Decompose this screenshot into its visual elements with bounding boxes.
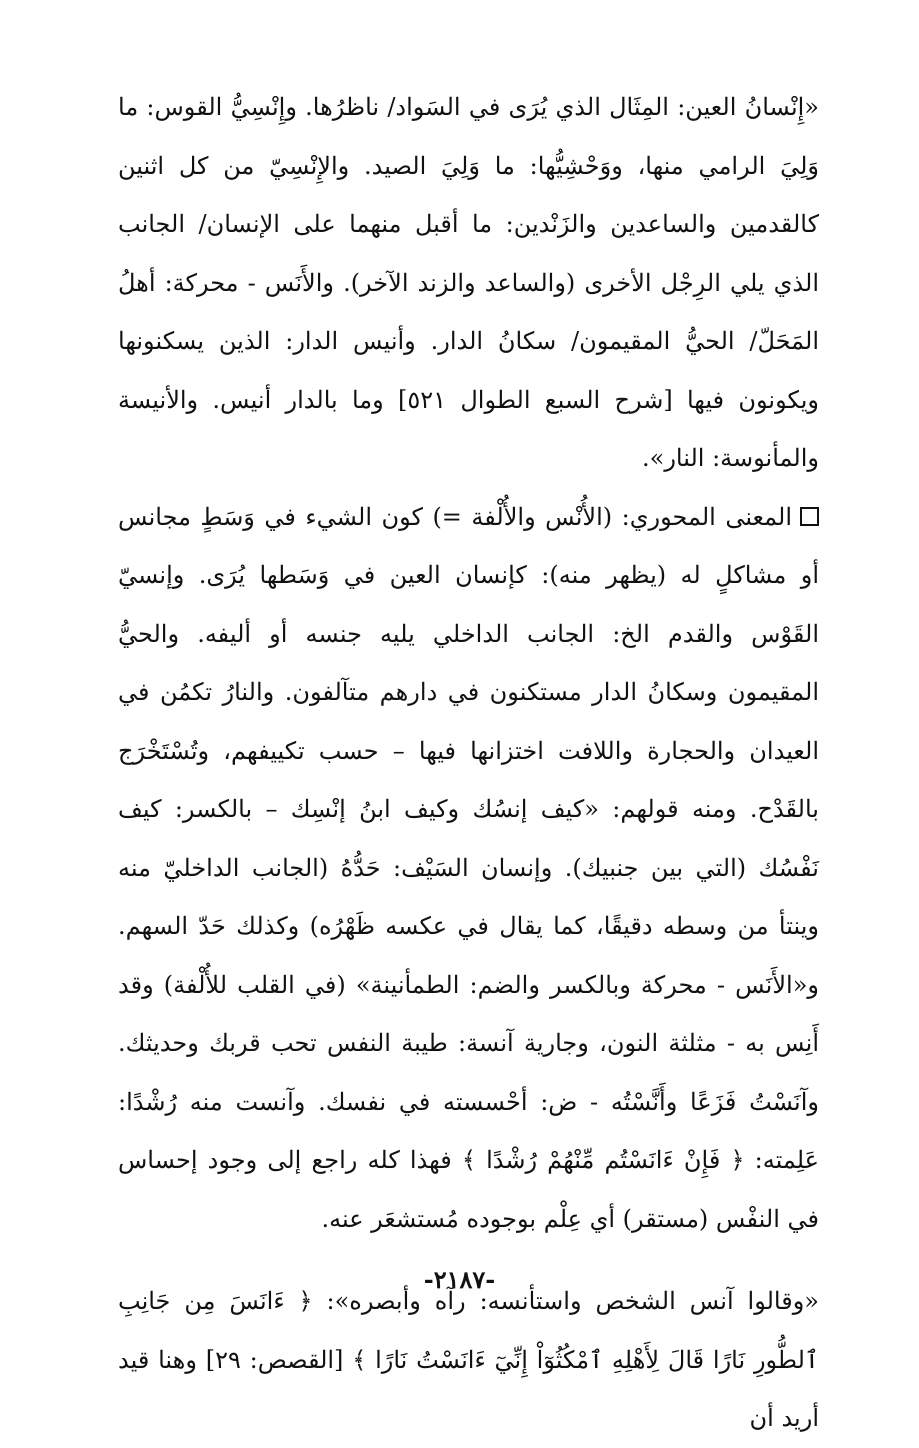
paragraph-lexical-definitions: «إِنْسانُ العين: المِثَال الذي يُرَى في السَواد/ ناظرُها. وإِنْسِيُّ القوس: ما وَلِيَ الرامي منها، ووَحْشِيُّها: ما وَلِيَ الصيد. والإِنْسِيّ من كل اثنين كالقدمين والساعدين والزَنْدين: ما أقبل منهما على الإنسان/ الجانب الذي يلي الرِجْل الأخرى (والساعد والزند الآخر). والأَنَس - محركة: أهلُ المَحَلّ/ الحيُّ المقيمون/ سكانُ الدار. وأنيس الدار: الذين يسكنونها ويكونون فيها [شرح السبع الطوال ٥٢١] وما بالدار أنيس. والأنيسة والمأنوسة: النار». xyxy=(118,93,819,472)
square-box-icon xyxy=(800,507,819,526)
body-text xyxy=(118,78,819,1448)
paragraph-central-meaning xyxy=(118,488,819,1249)
paragraph-quranic-usage: «وقالوا آنس الشخص واستأنسه: رآه وأبصره»: ﴿ ءَانَسَ مِن جَانِبِ ٱلطُّورِ نَارًا قَالَ لِأَهْلِهِ ٱمْكُثُوٓاْ إِنِّيٓ ءَانَسْتُ نَارًا ﴾ [القصص: ٢٩] وهنا قيد أريد أن xyxy=(118,1287,819,1432)
paragraph-central-meaning-text: المعنى المحوري: (الأُنْس والأُلْفة =) كون الشيء في وَسَطٍ مجانس أو مشاكلٍ له (يظهر منه): كإنسان العين في وَسَطها يُرَى. وإنسيّ القَوْس والقدم الخ: الجانب الداخلي يليه جنسه أو أليفه. والحيُّ المقيمون وسكانُ الدار مستكنون في دارهم متآلفون. والنارُ تكمُن في العيدان والحجارة واللافت اختزانها فيها – حسب تكييفهم، وتُسْتَخْرَج بالقَدْح. ومنه قولهم: «كيف إنسُك وكيف ابنُ إنْسِك – بالكسر: كيف نَفْسُك (التي بين جنبيك). وإنسان السَيْف: حَدُّهُ (الجانب الداخليّ منه وينتأ من وسطه دقيقًا، كما يقال في عكسه ظَهْرُه) وكذلك حَدّ السهم. و«الأَنَس - محركة وبالكسر والضم: الطمأنينة» (في القلب للأُلْفة) وقد أَنِس به - مثلثة النون، وجارية آنسة: طيبة النفس تحب قربك وحديثك. وآنَسْتُ فَزَعًا وأَنَّسْتُه - ض: أحْسسته في نفسك. وآنست منه رُشْدًا: عَلِمته: ﴿ فَإِنْ ءَانَسْتُم مِّنْهُمْ رُشْدًا ﴾ فهذا كله راجع إلى وجود إحساس في النفْس (مستقر) أي عِلْم بوجوده مُستشعَر عنه. xyxy=(118,502,819,1233)
page-number: -٢١٨٧- xyxy=(423,1265,496,1294)
